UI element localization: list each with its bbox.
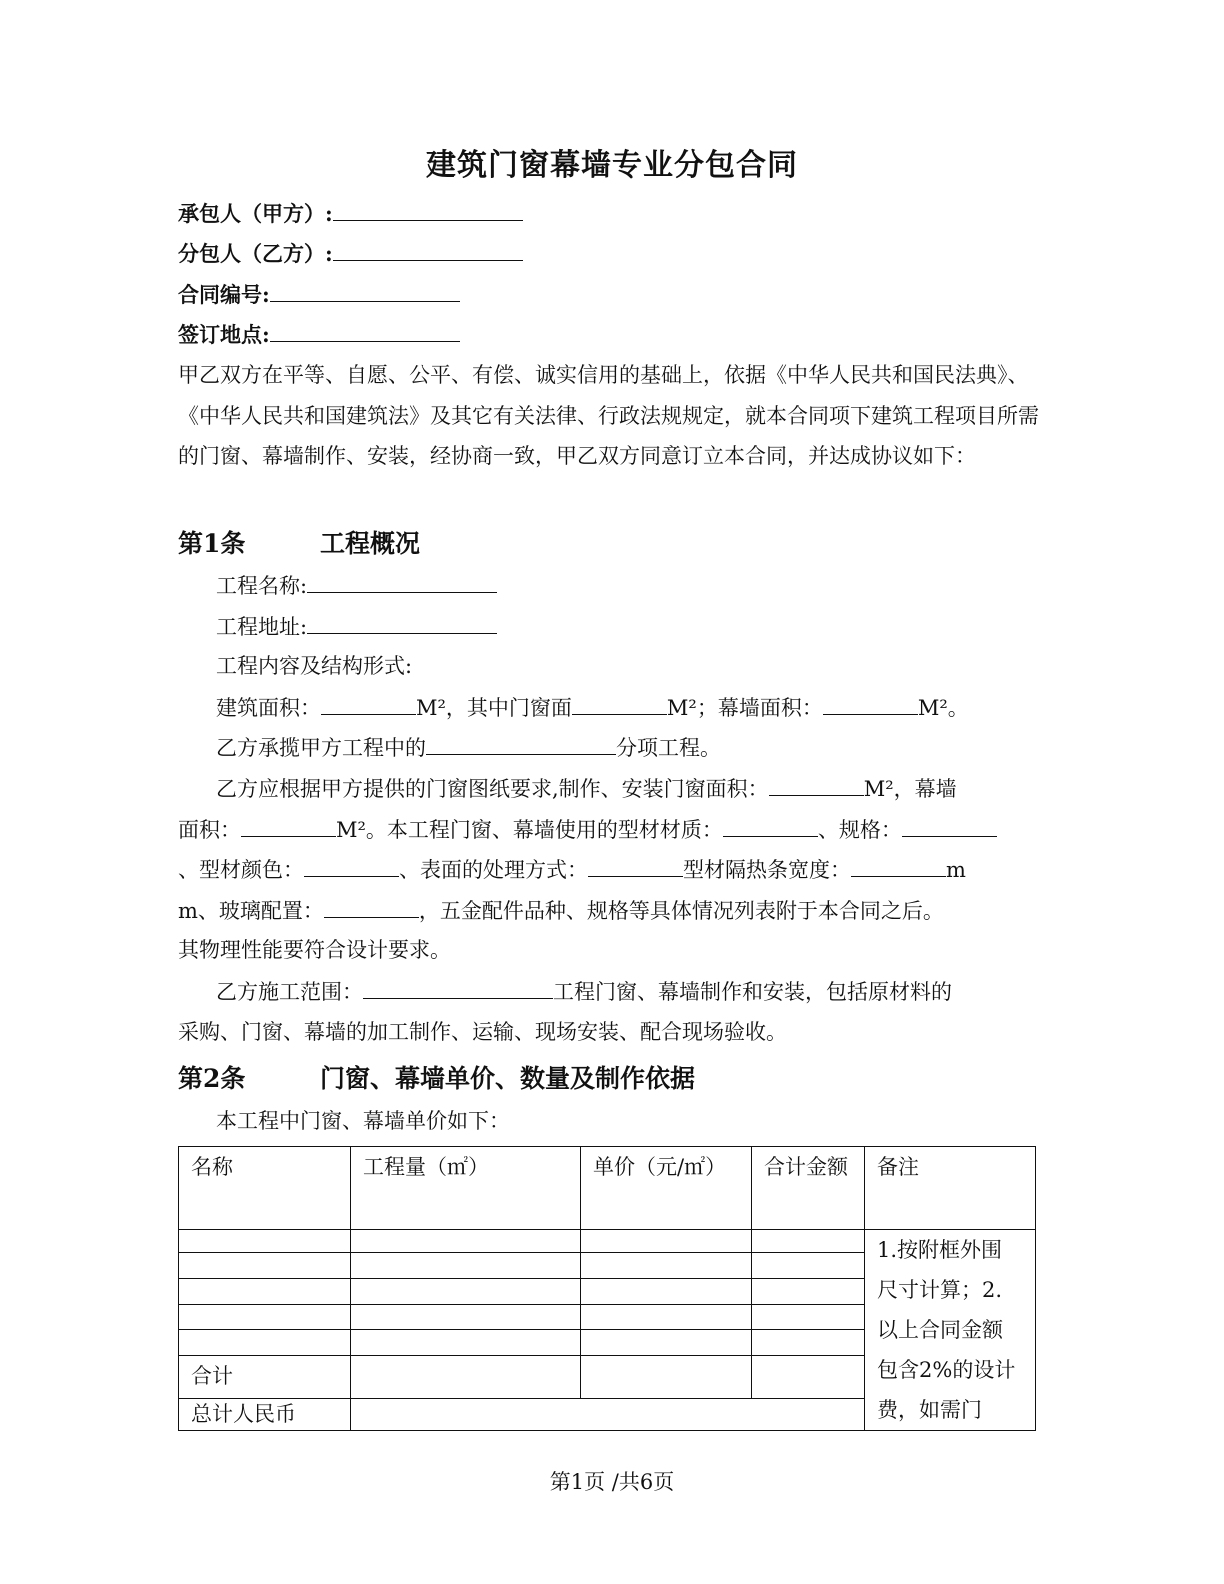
- area-label-3: M²；幕墙面积：: [666, 696, 823, 720]
- contractor-field: [178, 198, 523, 229]
- scope-text-3: 采购、门窗、幕墙的加工制作、运输、现场安装、配合现场验收。: [178, 1020, 787, 1044]
- wall-install-area-blank[interactable]: [241, 814, 336, 837]
- contractor-label: 承包人（甲方）:: [178, 201, 333, 226]
- table-cell[interactable]: [351, 1230, 581, 1253]
- table-cell[interactable]: [351, 1304, 581, 1330]
- scope-blank[interactable]: [363, 976, 553, 999]
- table-cell[interactable]: [581, 1304, 752, 1330]
- req-text-6: 、型材颜色：: [178, 858, 304, 882]
- table-row: [179, 1230, 1036, 1253]
- project-address-field: [216, 611, 497, 642]
- grand-total-label: 总计人民币: [179, 1398, 351, 1430]
- scope-line-1: [216, 976, 952, 1007]
- building-area-blank[interactable]: [321, 692, 416, 715]
- req-text-9: m: [946, 858, 966, 882]
- article-2-heading: [178, 1059, 695, 1095]
- sign-place-label: 签订地点:: [178, 322, 270, 347]
- sign-place-field: [178, 319, 460, 350]
- contract-number-field: [178, 279, 460, 310]
- article-2-title: 门窗、幕墙单价、数量及制作依据: [320, 1064, 696, 1093]
- content-structure-field: [216, 651, 412, 681]
- area-field: [216, 692, 969, 723]
- project-address-blank[interactable]: [307, 611, 497, 634]
- table-cell[interactable]: [351, 1252, 581, 1278]
- req-text-7: 、表面的处理方式：: [399, 858, 588, 882]
- area-label-1: 建筑面积：: [216, 696, 321, 720]
- requirements-line-2: [178, 814, 997, 845]
- total-price-cell[interactable]: [581, 1356, 752, 1398]
- req-text-12: 其物理性能要符合设计要求。: [178, 938, 451, 962]
- table-cell[interactable]: [752, 1278, 865, 1304]
- page-footer: 第1页 /共6页: [549, 1470, 675, 1494]
- req-text-2: M²，幕墙: [863, 777, 957, 801]
- profile-color-blank[interactable]: [304, 854, 399, 877]
- project-name-blank[interactable]: [307, 570, 497, 593]
- profile-material-blank[interactable]: [723, 814, 818, 837]
- table-cell[interactable]: [179, 1230, 351, 1253]
- table-cell[interactable]: [752, 1330, 865, 1356]
- total-amount-cell[interactable]: [752, 1356, 865, 1398]
- undertake-label-1: 乙方承揽甲方工程中的: [216, 736, 426, 760]
- table-cell[interactable]: [581, 1278, 752, 1304]
- table-header-row: [179, 1147, 1036, 1230]
- article-1-title: 工程概况: [320, 529, 421, 558]
- table-cell[interactable]: [581, 1252, 752, 1278]
- header-quantity: 工程量（㎡）: [351, 1147, 581, 1230]
- header-remark: 备注: [865, 1147, 1036, 1230]
- table-cell[interactable]: [351, 1278, 581, 1304]
- total-quantity-cell[interactable]: [351, 1356, 581, 1398]
- table-cell[interactable]: [752, 1230, 865, 1253]
- table-cell[interactable]: [179, 1252, 351, 1278]
- subcontractor-field: [178, 238, 523, 269]
- subcontractor-blank[interactable]: [333, 238, 523, 261]
- scope-text-2: 工程门窗、幕墙制作和安装，包括原材料的: [553, 980, 952, 1004]
- article-2-intro: 本工程中门窗、幕墙单价如下：: [216, 1109, 510, 1133]
- curtain-wall-area-blank[interactable]: [823, 692, 918, 715]
- surface-treatment-blank[interactable]: [588, 854, 683, 877]
- contractor-blank[interactable]: [333, 198, 523, 221]
- sign-place-blank[interactable]: [270, 319, 460, 342]
- thermal-strip-width-blank[interactable]: [851, 854, 946, 877]
- intro-paragraph: 甲乙双方在平等、自愿、公平、有偿、诚实信用的基础上，依据《中华人民共和国民法典》、《中华人民共和国建筑法》及其它有关法律、行政法规规定，就本合同项下建筑工程项目所需的门窗、幕墙制作、安装，经协商一致，甲乙双方同意订立本合同，并达成协议如下：: [178, 363, 1039, 468]
- total-label: 合计: [179, 1356, 351, 1398]
- req-text-10: m、玻璃配置：: [178, 899, 324, 923]
- requirements-line-4: [178, 895, 944, 926]
- specification-blank[interactable]: [902, 814, 997, 837]
- article-2-number: 第2条: [178, 1064, 246, 1093]
- area-label-2: M²，其中门窗面: [416, 696, 572, 720]
- article-1-number: 第1条: [178, 529, 246, 558]
- project-name-field: [216, 570, 497, 601]
- glass-config-blank[interactable]: [324, 895, 419, 918]
- table-cell[interactable]: [752, 1252, 865, 1278]
- price-table: [178, 1146, 1036, 1431]
- subcontractor-label: 分包人（乙方）:: [178, 241, 333, 266]
- area-label-4: M²。: [917, 696, 969, 720]
- undertake-label-2: 分项工程。: [616, 736, 721, 760]
- req-text-4: M²。本工程门窗、幕墙使用的型材材质：: [336, 818, 723, 842]
- table-cell[interactable]: [752, 1304, 865, 1330]
- project-address-label: 工程地址:: [216, 615, 308, 639]
- header-total-amount: 合计金额: [752, 1147, 865, 1230]
- project-name-label: 工程名称:: [216, 574, 308, 598]
- remark-cell: 1.按附框外围尺寸计算；2.以上合同金额包含2%的设计费，如需门: [865, 1230, 1036, 1431]
- scope-line-2: [178, 1017, 787, 1047]
- document-title: 建筑门窗幕墙专业分包合同: [426, 148, 798, 183]
- contract-number-blank[interactable]: [270, 279, 460, 302]
- req-text-3: 面积：: [178, 818, 241, 842]
- req-text-5: 、规格：: [817, 818, 902, 842]
- table-cell[interactable]: [581, 1230, 752, 1253]
- table-cell[interactable]: [351, 1330, 581, 1356]
- grand-total-value-cell[interactable]: [351, 1398, 865, 1430]
- req-text-8: 型材隔热条宽度：: [683, 858, 851, 882]
- header-name: 名称: [179, 1147, 351, 1230]
- req-text-11: ，五金配件品种、规格等具体情况列表附于本合同之后。: [418, 899, 944, 923]
- content-structure-label: 工程内容及结构形式:: [216, 654, 413, 678]
- table-cell[interactable]: [179, 1278, 351, 1304]
- undertake-field: [216, 732, 721, 763]
- table-cell[interactable]: [581, 1330, 752, 1356]
- contract-number-label: 合同编号:: [178, 282, 270, 307]
- requirements-line-5: [178, 935, 451, 965]
- scope-text-1: 乙方施工范围：: [216, 980, 363, 1004]
- table-cell[interactable]: [179, 1330, 351, 1356]
- window-install-area-blank[interactable]: [769, 773, 864, 796]
- requirements-line-1: [216, 773, 957, 804]
- header-unit-price: 单价（元/㎡）: [581, 1147, 752, 1230]
- requirements-line-3: [178, 854, 966, 885]
- window-area-blank[interactable]: [572, 692, 667, 715]
- article-1-heading: [178, 524, 420, 560]
- subitem-blank[interactable]: [426, 732, 616, 755]
- table-cell[interactable]: [179, 1304, 351, 1330]
- req-text-1: 乙方应根据甲方提供的门窗图纸要求,制作、安装门窗面积：: [216, 777, 769, 801]
